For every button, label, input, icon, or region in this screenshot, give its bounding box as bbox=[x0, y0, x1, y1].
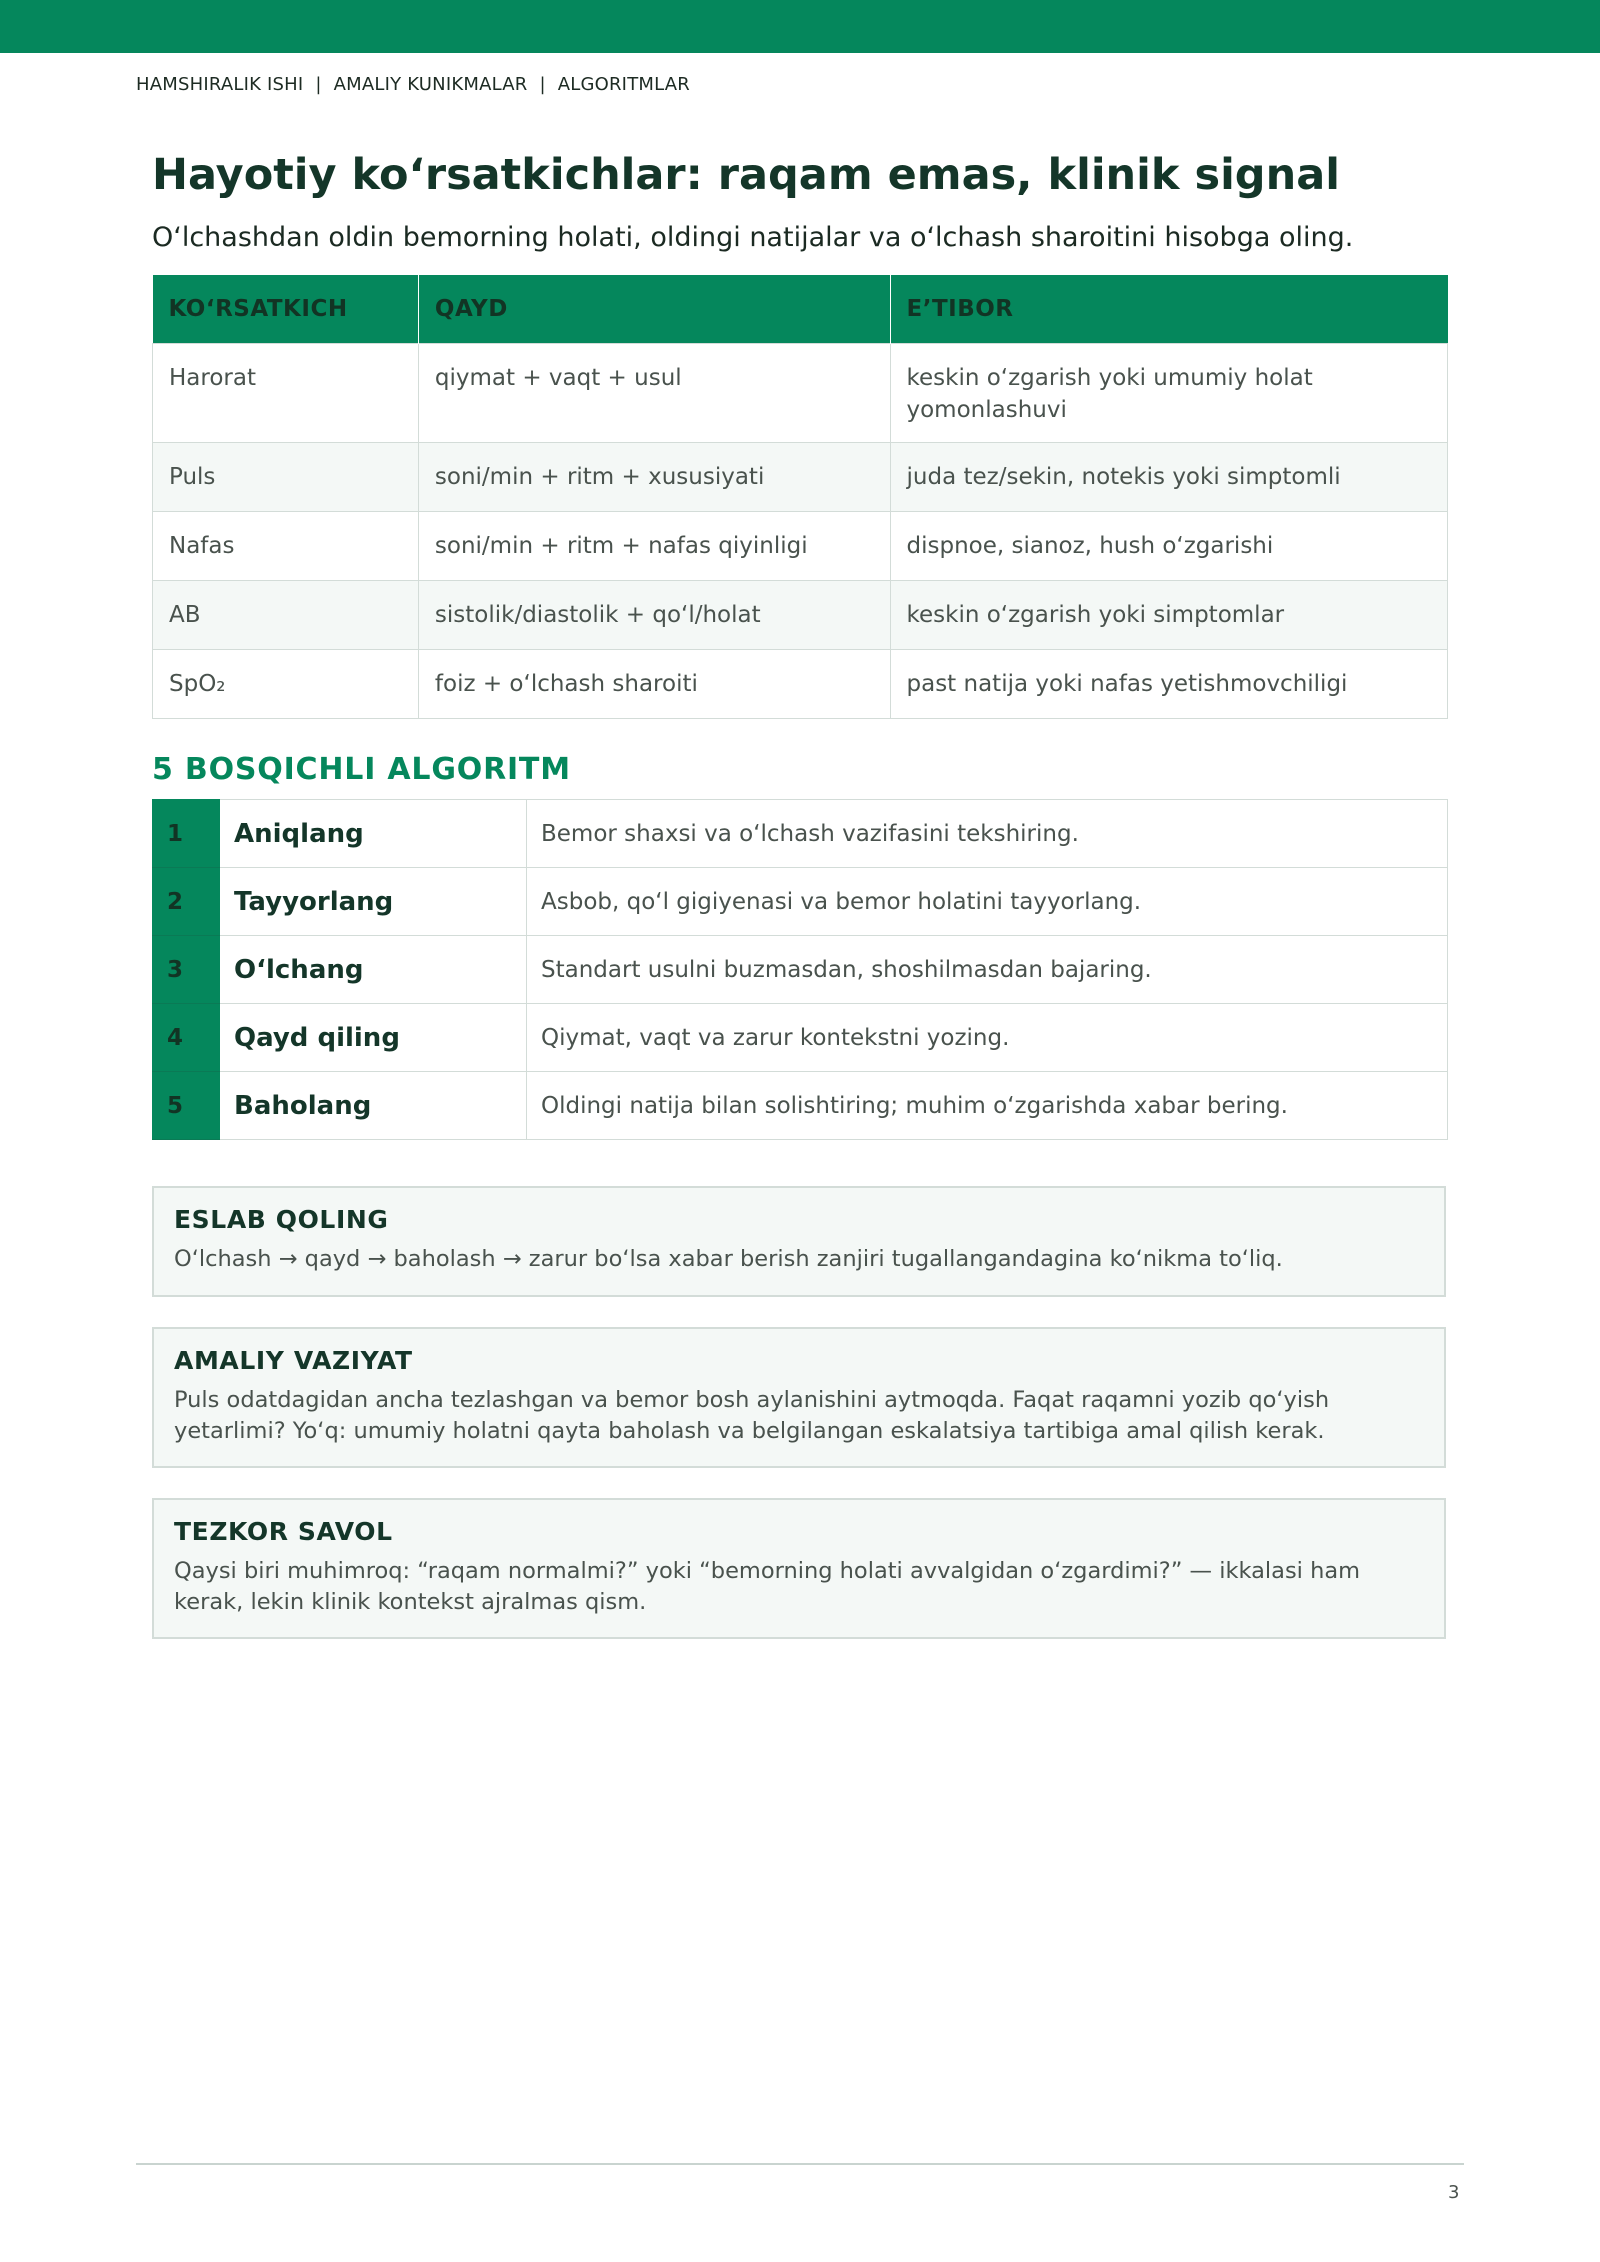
column-header-record: QAYD bbox=[418, 275, 890, 344]
breadcrumb-separator: | bbox=[539, 74, 546, 95]
step-description: Asbob, qo‘l gigiyenasi va bemor holatini tayyorlang. bbox=[527, 868, 1448, 936]
note-text: Qaysi biri muhimroq: “raqam normalmi?” yoki “bemorning holati avvalgidan o‘zgardimi?” — ikkalasi ham kerak, lekin klinik kontekst ajralmas qism. bbox=[174, 1558, 1361, 1615]
table-cell: dispnoe, sianoz, hush o‘zgarishi bbox=[890, 512, 1448, 581]
table-cell: Harorat bbox=[153, 344, 419, 443]
table-cell: sistolik/diastolik + qo‘l/holat bbox=[418, 581, 890, 650]
step-name: Tayyorlang bbox=[220, 868, 527, 936]
table-cell: qiymat + vaqt + usul bbox=[418, 344, 890, 443]
table-cell: past natija yoki nafas yetishmovchiligi bbox=[890, 650, 1448, 719]
step-name: Baholang bbox=[220, 1072, 527, 1140]
step-number: 4 bbox=[153, 1004, 220, 1072]
note-practical-case bbox=[152, 1327, 1446, 1468]
table-cell: foiz + o‘lchash sharoiti bbox=[418, 650, 890, 719]
note-text: O‘lchash → qayd → baholash → zarur bo‘lsa xabar berish zanjiri tugallangandagina ko‘nikma to‘liq. bbox=[174, 1246, 1283, 1272]
page-subtitle: O‘lchashdan oldin bemorning holati, oldingi natijalar va o‘lchash sharoitini hisobga oling. bbox=[152, 222, 1354, 253]
page-number: 3 bbox=[1448, 2182, 1460, 2203]
table-cell: soni/min + ritm + nafas qiyinligi bbox=[418, 512, 890, 581]
column-header-indicator: KO‘RSATKICH bbox=[153, 275, 419, 344]
table-cell: juda tez/sekin, notekis yoki simptomli bbox=[890, 443, 1448, 512]
step-row bbox=[153, 1072, 1448, 1140]
step-number: 5 bbox=[153, 1072, 220, 1140]
step-number: 2 bbox=[153, 868, 220, 936]
footer-divider bbox=[136, 2163, 1464, 2165]
step-description: Standart usulni buzmasdan, shoshilmasdan bajaring. bbox=[527, 936, 1448, 1004]
breadcrumb-item: AMALIY KUNIKMALAR bbox=[333, 74, 528, 95]
step-row bbox=[153, 868, 1448, 936]
step-row bbox=[153, 936, 1448, 1004]
note-text: Puls odatdagidan ancha tezlashgan va bemor bosh aylanishini aytmoqda. Faqat raqamni yozib qo‘yish yetarlimi? Yo‘q: umumiy holatni qayta baholash va belgilangan eskalatsiya tartibiga amal qilish kerak. bbox=[174, 1387, 1330, 1444]
table-cell: Nafas bbox=[153, 512, 419, 581]
table-row bbox=[153, 512, 1448, 581]
table-cell: soni/min + ritm + xususiyati bbox=[418, 443, 890, 512]
table-cell: Puls bbox=[153, 443, 419, 512]
step-name: Aniqlang bbox=[220, 800, 527, 868]
algorithm-steps-table bbox=[152, 799, 1448, 1140]
step-row bbox=[153, 1004, 1448, 1072]
note-remember bbox=[152, 1186, 1446, 1297]
note-title: TEZKOR SAVOL bbox=[174, 1517, 393, 1546]
note-quick-question bbox=[152, 1498, 1446, 1639]
table-row bbox=[153, 581, 1448, 650]
table-cell: keskin o‘zgarish yoki umumiy holat yomonlashuvi bbox=[890, 344, 1448, 443]
step-description: Oldingi natija bilan solishtiring; muhim o‘zgarishda xabar bering. bbox=[527, 1072, 1448, 1140]
vitals-table bbox=[152, 275, 1448, 719]
breadcrumb-item: ALGORITMLAR bbox=[557, 74, 690, 95]
breadcrumb bbox=[136, 74, 690, 95]
table-row bbox=[153, 344, 1448, 443]
page-title: Hayotiy ko‘rsatkichlar: raqam emas, klinik signal bbox=[152, 150, 1340, 200]
top-accent-bar bbox=[0, 0, 1600, 53]
step-name: O‘lchang bbox=[220, 936, 527, 1004]
table-cell: SpO₂ bbox=[153, 650, 419, 719]
note-title: AMALIY VAZIYAT bbox=[174, 1346, 413, 1375]
note-title: ESLAB QOLING bbox=[174, 1205, 389, 1234]
table-cell: AB bbox=[153, 581, 419, 650]
step-number: 3 bbox=[153, 936, 220, 1004]
table-row bbox=[153, 443, 1448, 512]
breadcrumb-separator: | bbox=[315, 74, 322, 95]
step-row bbox=[153, 800, 1448, 868]
vitals-header-row bbox=[153, 275, 1448, 344]
table-row bbox=[153, 650, 1448, 719]
step-description: Qiymat, vaqt va zarur kontekstni yozing. bbox=[527, 1004, 1448, 1072]
step-name: Qayd qiling bbox=[220, 1004, 527, 1072]
algorithm-heading: 5 BOSQICHLI ALGORITM bbox=[152, 752, 571, 787]
step-description: Bemor shaxsi va o‘lchash vazifasini tekshiring. bbox=[527, 800, 1448, 868]
breadcrumb-item: HAMSHIRALIK ISHI bbox=[136, 74, 304, 95]
step-number: 1 bbox=[153, 800, 220, 868]
table-cell: keskin o‘zgarish yoki simptomlar bbox=[890, 581, 1448, 650]
column-header-attention: E’TIBOR bbox=[890, 275, 1448, 344]
